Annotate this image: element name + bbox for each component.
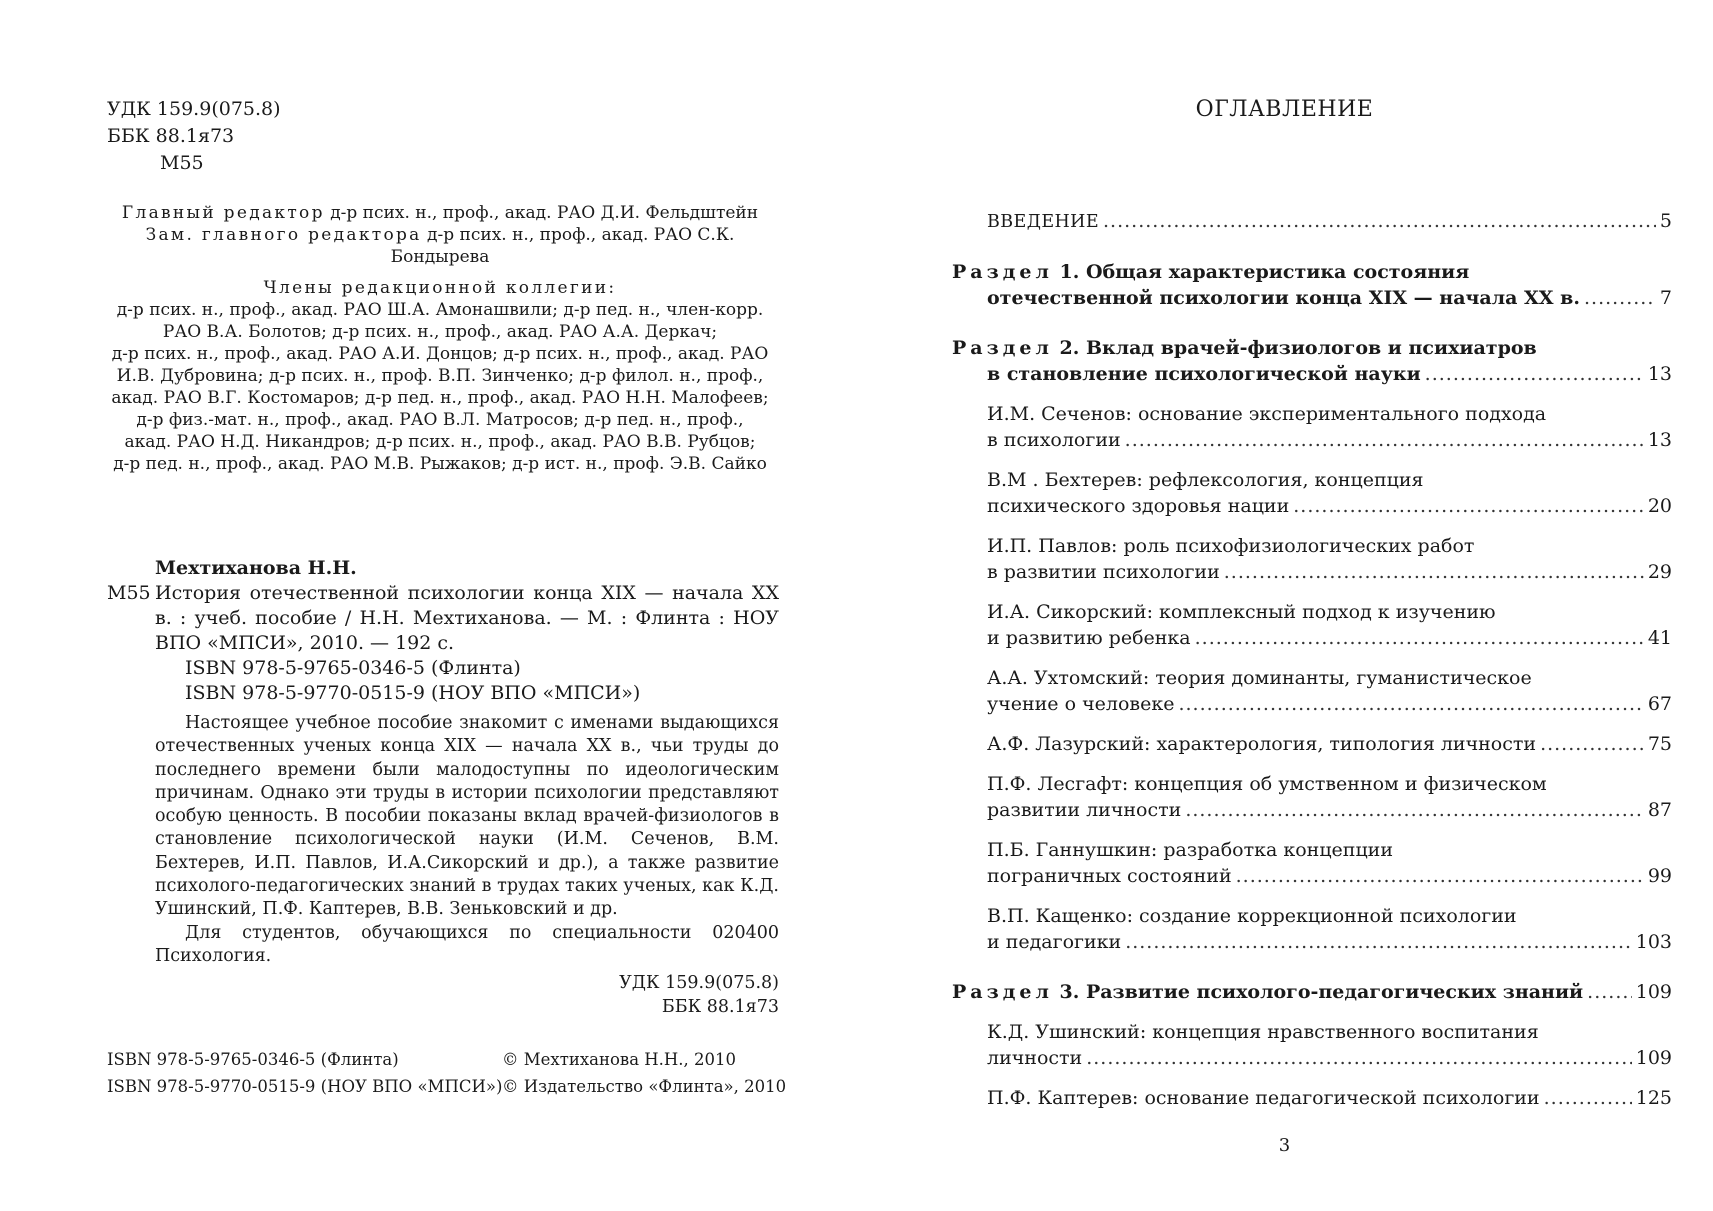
board-line: д-р псих. н., проф., акад. РАО Ш.А. Амонашвили; д-р пед. н., член-корр.	[116, 300, 764, 320]
toc-page-number: 109	[1635, 1047, 1672, 1069]
toc-entry-title-cont: психического здоровья нации	[987, 495, 1290, 517]
toc-entry-title: ВВЕДЕНИЕ	[987, 212, 1099, 232]
dot-leader	[1236, 863, 1644, 889]
toc-title: ОГЛАВЛЕНИЕ	[1195, 97, 1374, 122]
toc-page-number: 13	[1647, 429, 1672, 451]
section-title: . Развитие психолого-педагогических знаний	[1072, 981, 1584, 1003]
toc-page-number: 41	[1647, 627, 1672, 649]
toc-entry-title: И.П. Павлов: роль психофизиологических работ	[987, 535, 1475, 557]
bib-code: М55	[107, 582, 151, 604]
board-line: акад. РАО Н.Д. Никандров; д-р псих. н., проф., акад. РАО В.В. Рубцов;	[124, 432, 756, 452]
copyright-line: © Издательство «Флинта», 2010	[502, 1077, 787, 1096]
udk-code-right: УДК 159.9(075.8)	[619, 973, 779, 994]
section-title: . Вклад врачей-физиологов и психиатров	[1072, 337, 1537, 359]
toc-entry-title-cont: развитии личности	[987, 799, 1182, 821]
section-label: Раздел	[952, 981, 1053, 1003]
board-line: д-р псих. н., проф., акад. РАО А.И. Донцов; д-р псих. н., проф., акад. РАО	[111, 344, 769, 364]
toc-entry-gannushkin[interactable]	[987, 837, 1672, 889]
dot-leader	[1224, 559, 1644, 585]
left-page	[0, 0, 856, 1211]
section-title: . Общая характеристика состояния	[1072, 261, 1470, 283]
udk-code: УДК 159.9(075.8)	[107, 98, 281, 120]
dot-leader	[1195, 625, 1644, 651]
dot-leader	[1540, 731, 1644, 757]
section-number: 2	[1052, 337, 1073, 359]
deputy-editor-text: д-р псих. н., проф., акад. РАО С.К. Бондырева	[390, 225, 735, 267]
copyright-line: © Мехтиханова Н.Н., 2010	[502, 1050, 737, 1069]
toc-entry-title: К.Д. Ушинский: концепция нравственного воспитания	[987, 1021, 1539, 1043]
toc-page-number: 125	[1635, 1087, 1672, 1109]
toc-section-2[interactable]	[952, 335, 1672, 387]
toc-entry-title: И.А. Сикорский: комплексный подход к изучению	[987, 601, 1496, 623]
toc-page-number: 13	[1647, 363, 1672, 385]
editorial-board	[100, 202, 780, 475]
board-line: И.В. Дубровина; д-р псих. н., проф. В.П. Зинченко; д-р филол. н., проф.,	[116, 366, 764, 386]
toc-entry-title-cont: учение о человеке	[987, 693, 1175, 715]
toc-entry-title: П.Ф. Лесгафт: концепция об умственном и физическом	[987, 773, 1547, 795]
deputy-editor-label: Зам. главного редактора	[145, 225, 422, 245]
bbk-code: ББК 88.1я73	[107, 125, 235, 147]
toc-entry-title-cont: в психологии	[987, 429, 1121, 451]
toc-entry-intro[interactable]	[987, 208, 1672, 235]
dot-leader	[1125, 929, 1632, 955]
toc-page-number: 29	[1647, 561, 1672, 583]
dot-leader	[1587, 979, 1632, 1005]
footer-isbn-line: ISBN 978-5-9770-0515-9 (НОУ ВПО «МПСИ»)	[107, 1077, 503, 1096]
footer-isbn-line: ISBN 978-5-9765-0346-5 (Флинта)	[107, 1050, 399, 1069]
section-number: 1	[1052, 261, 1073, 283]
classification-right	[155, 971, 779, 1019]
dot-leader	[1544, 1085, 1632, 1111]
chief-editor-text: д-р псих. н., проф., акад. РАО Д.И. Фельдштейн	[330, 203, 759, 223]
toc-entry-title: П.Б. Ганнушкин: разработка концепции	[987, 839, 1393, 861]
isbn-line: ISBN 978-5-9765-0346-5 (Флинта)	[185, 657, 521, 679]
toc-entry-ushinsky[interactable]	[987, 1019, 1672, 1071]
bib-text: История отечественной психологии конца XIX — начала XX в. : учеб. пособие / Н.Н. Мехтиханова. — М. : Флинта : НОУ ВПО «МПСИ», 2010. — 192 с.	[155, 582, 779, 654]
dot-leader	[1584, 285, 1656, 311]
right-page	[856, 0, 1713, 1211]
table-of-contents	[952, 208, 1672, 1111]
toc-entry-title: П.Ф. Каптерев: основание педагогической психологии	[987, 1087, 1540, 1109]
toc-entry-lesgaft[interactable]	[987, 771, 1672, 823]
toc-entry-title: В.П. Кащенко: создание коррекционной психологии	[987, 905, 1517, 927]
bib-description	[107, 581, 779, 656]
toc-entry-title-cont: личности	[987, 1047, 1083, 1069]
dot-leader	[1425, 361, 1644, 387]
board-line: д-р физ.-мат. н., проф., акад. РАО В.Л. Матросов; д-р пед. н., проф.,	[136, 410, 744, 430]
dot-leader	[1125, 427, 1644, 453]
toc-entry-title-cont: и развитию ребенка	[987, 627, 1191, 649]
toc-entry-sechenov[interactable]	[987, 401, 1672, 453]
toc-page-number: 99	[1647, 865, 1672, 887]
section-title-cont: отечественной психологии конца XIX — начала XX в.	[987, 287, 1580, 309]
toc-entry-lazursky[interactable]	[987, 731, 1672, 757]
footer-isbn	[107, 1046, 502, 1100]
section-label: Раздел	[952, 337, 1053, 359]
chief-editor-line	[100, 202, 780, 224]
board-line: д-р пед. н., проф., акад. РАО М.В. Рыжаков; д-р ист. н., проф. Э.В. Сайко	[113, 454, 767, 474]
toc-entry-title: А.А. Ухтомский: теория доминанты, гуманистическое	[987, 667, 1532, 689]
section-title-cont: в становление психологической науки	[987, 363, 1421, 385]
classification-block	[107, 96, 281, 177]
toc-entry-sikorsky[interactable]	[987, 599, 1672, 651]
dot-leader	[1086, 1045, 1632, 1071]
dot-leader	[1178, 691, 1643, 717]
toc-page-number: 20	[1647, 495, 1672, 517]
toc-entry-title-cont: в развитии психологии	[987, 561, 1220, 583]
toc-page-number: 109	[1635, 981, 1672, 1003]
toc-section-3[interactable]	[952, 979, 1672, 1005]
toc-entry-kapterev[interactable]	[987, 1085, 1672, 1111]
dot-leader	[1185, 797, 1644, 823]
toc-entry-title-cont: и педагогики	[987, 931, 1122, 953]
toc-entry-pavlov[interactable]	[987, 533, 1672, 585]
toc-section-1[interactable]	[952, 259, 1672, 311]
author-name: Мехтиханова Н.Н.	[155, 557, 357, 579]
toc-entry-title: В.М . Бехтерев: рефлексология, концепция	[987, 469, 1424, 491]
toc-page-number: 87	[1647, 799, 1672, 821]
toc-entry-title: А.Ф. Лазурский: характерология, типология личности	[987, 733, 1537, 755]
footer-copyright	[502, 1046, 786, 1100]
toc-entry-kashchenko[interactable]	[987, 903, 1672, 955]
toc-page-number: 75	[1647, 733, 1672, 755]
deputy-editor-line	[100, 224, 780, 268]
annotation-paragraph: Настоящее учебное пособие знакомит с именами выдающихся отечественных ученых конца XIX — начала XX в., чьи труды до последнего времени были малодоступны по идеологическим причинам. Однако эти труды в истории психологии представляют особую ценность. В пособии показаны вклад врачей-физиологов в становление психологической науки (И.М. Сеченов, В.М. Бехтерев, И.П. Павлов, И.А.Сикорский и др.), а также развитие психолого-педагогических знаний в трудах таких ученых, как К.Д. Ушинский, П.Ф. Каптерев, В.В. Зеньковский и др.	[155, 713, 779, 920]
section-label: Раздел	[952, 261, 1053, 283]
bbk-code-right: ББК 88.1я73	[661, 997, 779, 1018]
author-sign-code: М55	[160, 152, 204, 174]
toc-entry-title-cont: пограничных состояний	[987, 865, 1232, 887]
chief-editor-label: Главный редактор	[121, 203, 325, 223]
board-line: акад. РАО В.Г. Костомаров; д-р пед. н., проф., акад. РАО Н.Н. Малофеев;	[111, 388, 769, 408]
board-title: Члены редакционной коллегии:	[263, 278, 617, 298]
annotation	[155, 712, 779, 1019]
dot-leader	[1103, 208, 1656, 234]
section-number: 3	[1052, 981, 1073, 1003]
toc-entry-title: И.М. Сеченов: основание экспериментального подхода	[987, 403, 1547, 425]
isbn-line: ISBN 978-5-9770-0515-9 (НОУ ВПО «МПСИ»)	[185, 682, 641, 704]
board-line: РАО В.А. Болотов; д-р псих. н., проф., акад. РАО А.А. Деркач;	[162, 322, 718, 342]
bibliographic-record	[107, 556, 779, 1019]
toc-page-number: 103	[1635, 931, 1672, 953]
toc-page-number: 7	[1659, 287, 1672, 309]
toc-entry-ukhtomsky[interactable]	[987, 665, 1672, 717]
toc-entry-bekhterev[interactable]	[987, 467, 1672, 519]
toc-page-number: 5	[1659, 210, 1672, 232]
annotation-paragraph: Для студентов, обучающихся по специальности 020400 Психология.	[155, 922, 779, 966]
toc-page-number: 67	[1647, 693, 1672, 715]
page-number: 3	[1278, 1135, 1291, 1156]
dot-leader	[1293, 493, 1644, 519]
